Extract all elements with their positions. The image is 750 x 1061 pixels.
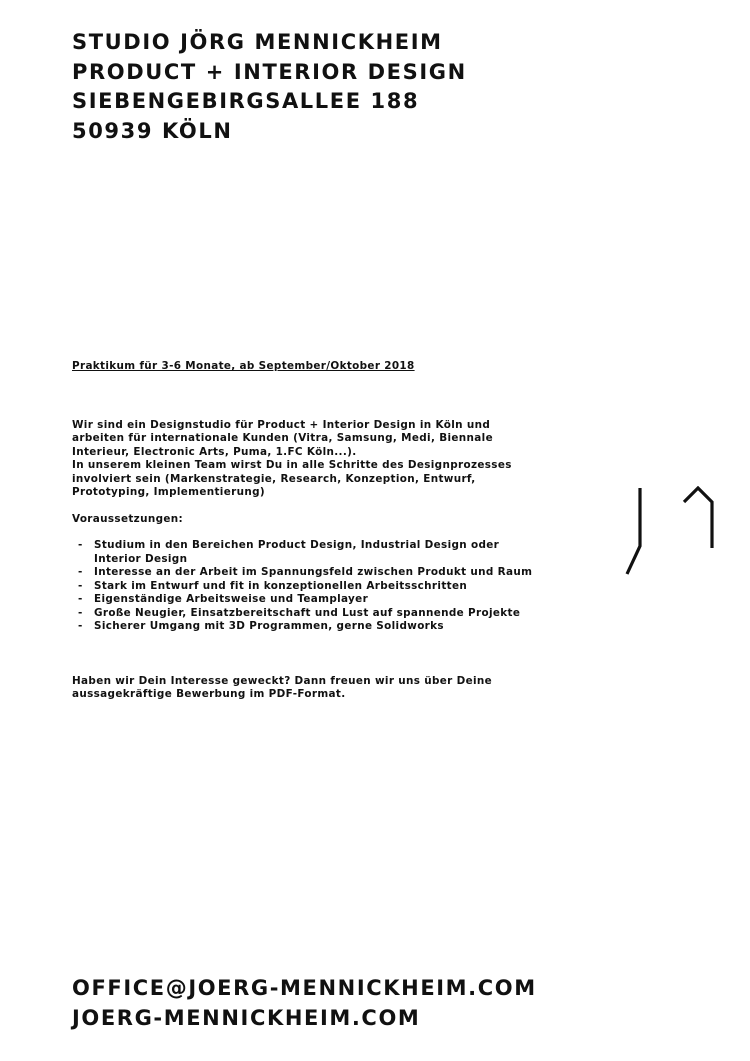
bullet-dash: - xyxy=(78,620,83,632)
job-posting xyxy=(72,360,542,702)
posting-closing xyxy=(72,675,542,702)
intro-paragraph: Wir sind ein Designstudio für Product + Interior Design in Köln und arbeiten für internationale Kunden (Vitra, Samsung, Medi, Biennale Interieur, Electronic Arts, Puma, 1.FC Köln...). xyxy=(72,418,493,458)
bullet-dash: - xyxy=(78,579,83,592)
intro-paragraph: In unserem kleinen Team wirst Du in alle Schritte des Designprozesses involviert sein (Markenstrategie, Research, Konzeption, Entwurf, Prototyping, Implementierung) xyxy=(72,459,512,498)
logo-letter-m xyxy=(684,488,712,548)
studio-name: STUDIO JÖRG MENNICKHEIM xyxy=(72,30,443,54)
contact-footer xyxy=(72,974,537,1033)
requirements-title: Voraussetzungen: xyxy=(72,512,184,525)
list-item xyxy=(72,539,542,566)
list-item xyxy=(72,580,542,594)
monogram-strokes xyxy=(627,488,712,574)
closing-line: aussagekräftige Bewerbung im PDF-Format. xyxy=(72,688,346,700)
studio-city: 50939 KÖLN xyxy=(72,118,233,143)
list-item xyxy=(72,566,542,580)
email-link[interactable]: OFFICE@JOERG-MENNICKHEIM.COM xyxy=(72,976,537,1000)
bullet-dash: - xyxy=(78,566,83,578)
list-item xyxy=(72,607,542,621)
jm-monogram-logo xyxy=(622,486,718,578)
bullet-dash: - xyxy=(78,593,83,605)
closing-line: Haben wir Dein Interesse geweckt? Dann freuen wir uns über Deine xyxy=(72,674,493,687)
requirement-text: Eigenständige Arbeitsweise und Teamplayer xyxy=(94,593,369,605)
requirement-text: Stark im Entwurf und fit in konzeptionellen Arbeitsschritten xyxy=(94,579,468,592)
letterhead-address xyxy=(72,28,467,146)
posting-intro xyxy=(72,419,542,500)
list-item xyxy=(72,620,542,634)
studio-tagline: PRODUCT + INTERIOR DESIGN xyxy=(72,59,467,84)
bullet-dash: - xyxy=(78,539,83,551)
studio-street: SIEBENGEBIRGSALLEE 188 xyxy=(72,89,420,113)
website-link[interactable]: JOERG-MENNICKHEIM.COM xyxy=(72,1005,421,1030)
requirement-text: Große Neugier, Einsatzbereitschaft und Lust auf spannende Projekte xyxy=(94,606,521,619)
requirement-text: Studium in den Bereichen Product Design, Industrial Design oder Interior Design xyxy=(94,539,500,565)
bullet-dash: - xyxy=(78,606,83,619)
logo-letter-j xyxy=(627,488,640,574)
requirements-list xyxy=(72,539,542,634)
posting-subject: Praktikum für 3-6 Monate, ab September/Oktober 2018 xyxy=(72,360,415,372)
list-item xyxy=(72,593,542,607)
requirement-text: Interesse an der Arbeit im Spannungsfeld zwischen Produkt und Raum xyxy=(94,566,533,578)
requirement-text: Sicherer Umgang mit 3D Programmen, gerne Solidworks xyxy=(94,620,444,632)
